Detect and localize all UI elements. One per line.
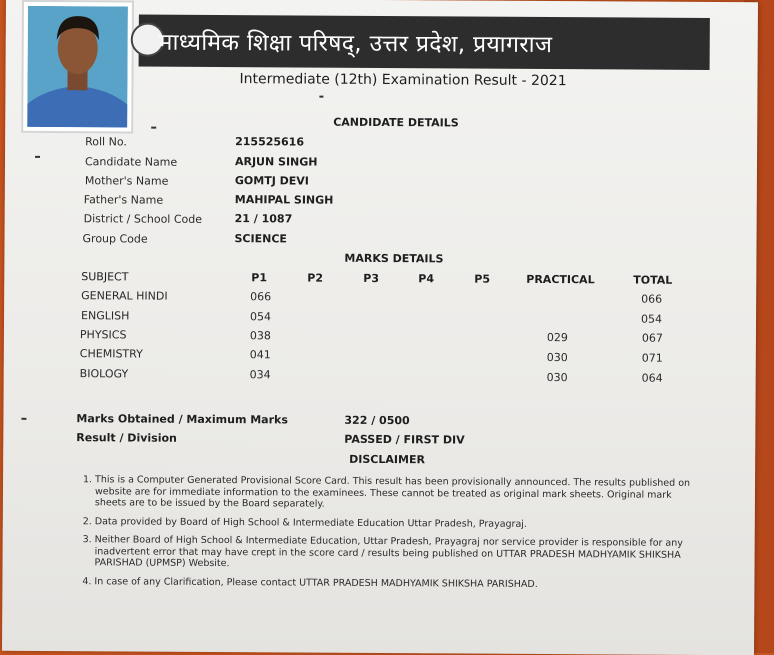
roll-no-label: Roll No. — [85, 135, 127, 149]
col-subject: SUBJECT — [81, 270, 129, 284]
marks-details-heading: MARKS DETAILS — [344, 251, 444, 266]
marks-obtained-value: 322 / 0500 — [344, 413, 410, 428]
mother-name-label: Mother's Name — [84, 174, 169, 188]
group-code-label: Group Code — [82, 232, 148, 246]
total-cell: 066 — [641, 292, 663, 306]
paper-speck — [21, 418, 26, 420]
candidate-photo-image — [27, 6, 128, 128]
father-name-value: MAHIPAL SINGH — [234, 193, 334, 207]
total-cell: 054 — [641, 312, 663, 326]
marks-obtained-label: Marks Obtained / Maximum Marks — [76, 412, 288, 427]
subject-cell: ENGLISH — [81, 309, 130, 323]
disclaimer-list — [80, 474, 699, 598]
father-name-label: Father's Name — [83, 193, 164, 207]
paper-speck — [35, 156, 40, 158]
col-practical: PRACTICAL — [526, 272, 595, 287]
total-cell: 071 — [641, 351, 663, 365]
col-p3: P3 — [363, 271, 380, 285]
disclaimer-item: 4. In case of any Clarification, Please contact UTTAR PRADESH MADHYAMIK SHIKSHA PARISHAD. — [94, 576, 698, 591]
group-code-value: SCIENCE — [234, 232, 287, 246]
p1-cell: 034 — [249, 368, 271, 382]
subject-cell: CHEMISTRY — [79, 347, 143, 361]
p1-cell: 066 — [250, 290, 272, 304]
subject-cell: BIOLOGY — [79, 367, 129, 381]
col-total: TOTAL — [633, 273, 673, 287]
col-p1: P1 — [251, 271, 268, 285]
practical-cell: 030 — [546, 371, 568, 385]
disclaimer-heading: DISCLAIMER — [349, 452, 425, 467]
practical-cell: 030 — [546, 351, 568, 365]
p1-cell: 041 — [249, 348, 271, 362]
result-division-value: PASSED / FIRST DIV — [344, 432, 465, 447]
district-school-code-value: 21 / 1087 — [234, 212, 293, 226]
mother-name-value: GOMTJ DEVI — [234, 174, 309, 188]
district-school-code-label: District / School Code — [83, 212, 203, 226]
total-cell: 067 — [641, 331, 663, 345]
p1-cell: 038 — [249, 329, 271, 343]
paper-speck — [319, 96, 323, 98]
col-p2: P2 — [307, 271, 324, 285]
roll-no-value: 215525616 — [235, 135, 305, 149]
candidate-name-value: ARJUN SINGH — [234, 155, 318, 169]
subject-cell: GENERAL HINDI — [81, 289, 168, 303]
result-division-label: Result / Division — [76, 431, 177, 445]
candidate-photo — [21, 0, 134, 133]
board-header-banner — [139, 15, 710, 70]
col-p4: P4 — [418, 272, 435, 286]
p1-cell: 054 — [250, 310, 272, 324]
disclaimer-item: 3. Neither Board of High School & Intermediate Education, Uttar Pradesh, Prayagraj nor service provider is responsible for any inadvertent error that may have crept in the score card / results being published on UTTAR PRADESH MADHYAMIK SHIKSHA PARISHAD (UPMSP) Website. — [95, 534, 699, 572]
result-document — [2, 0, 758, 655]
total-cell: 064 — [641, 371, 663, 385]
practical-cell: 029 — [546, 331, 568, 345]
exam-title: Intermediate (12th) Examination Result - 2021 — [239, 71, 567, 90]
candidate-name-label: Candidate Name — [84, 155, 178, 169]
subject-cell: PHYSICS — [79, 328, 127, 342]
board-name: माध्यमिक शिक्षा परिषद्, उत्तर प्रदेश, प्रयागराज — [158, 29, 553, 59]
col-p5: P5 — [474, 272, 491, 286]
disclaimer-item: 1. This is a Computer Generated Provisional Score Card. This result has been provisionally announced. The results published on website are for immediate information to the examinees. These cannot be treated as original mark sheets. Original mark sheets are to be issued by the Board separately. — [95, 474, 699, 512]
disclaimer-item: 2. Data provided by Board of High School & Intermediate Education Uttar Pradesh, Prayagraj. — [95, 516, 699, 531]
candidate-details-heading: CANDIDATE DETAILS — [333, 115, 459, 130]
paper-speck — [151, 127, 156, 129]
